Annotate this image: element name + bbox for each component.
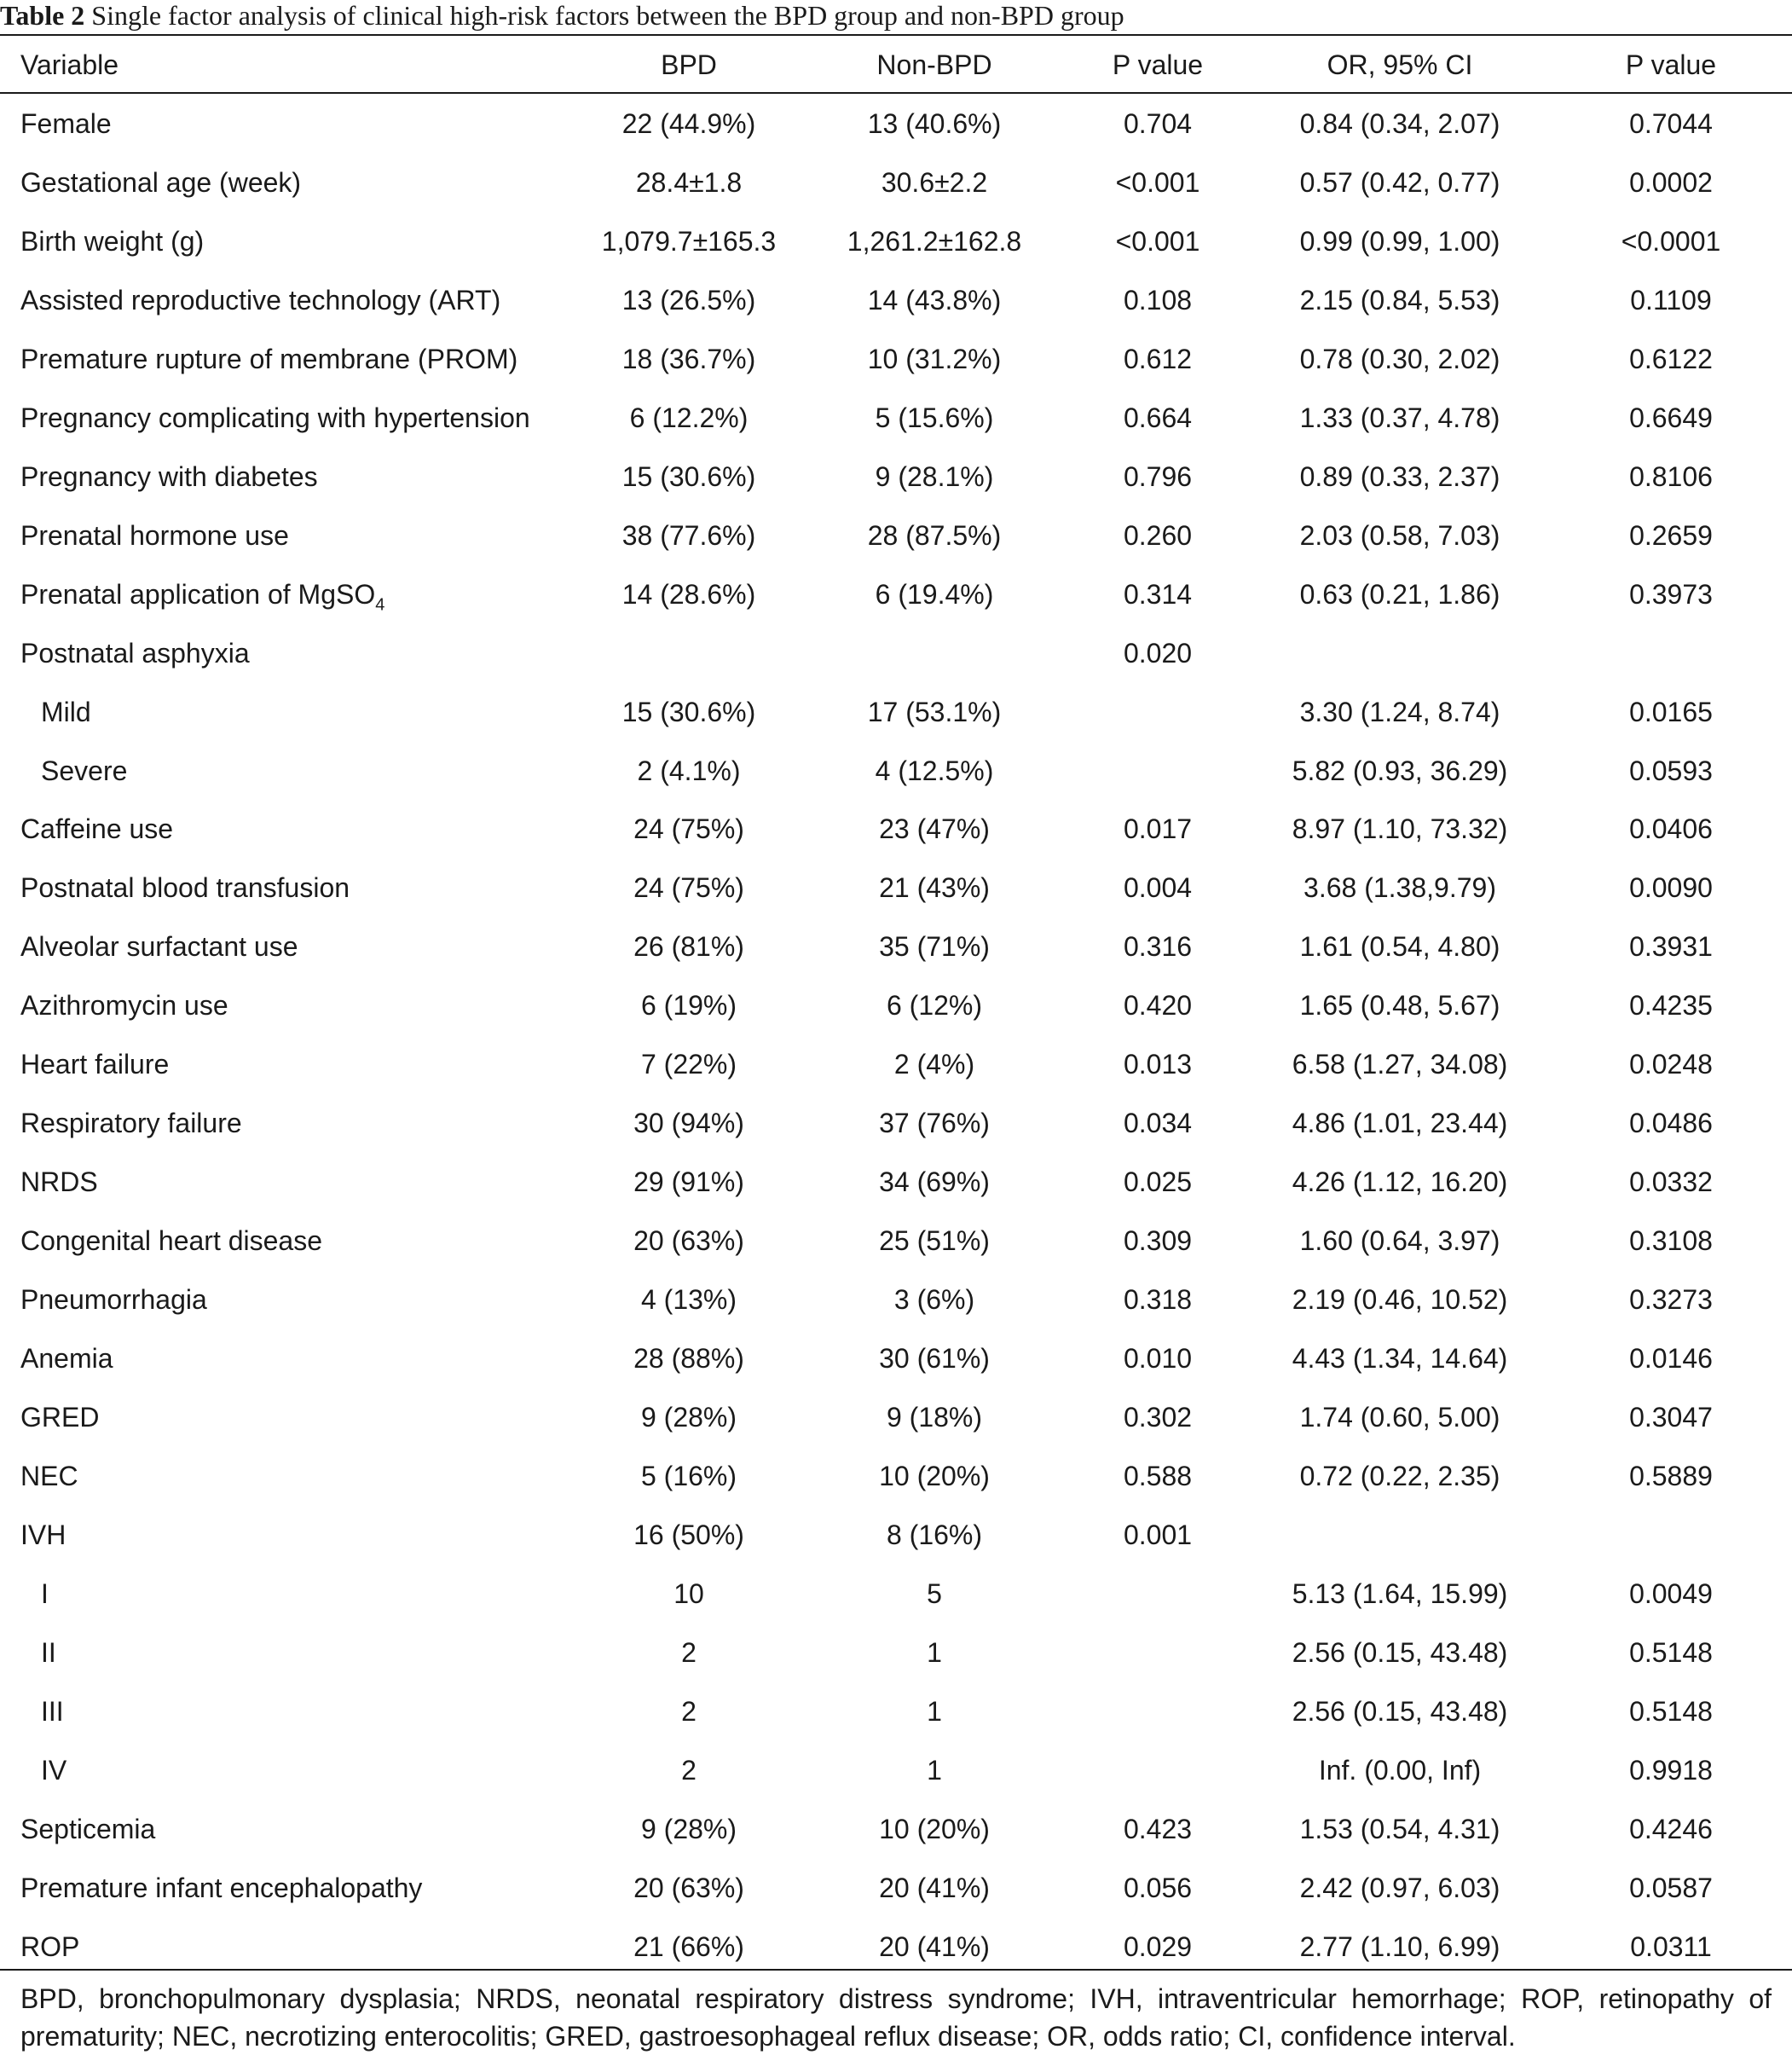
cell-variable — [20, 1341, 113, 1375]
cell-or-ci: Inf. (0.00, Inf) — [1318, 1754, 1482, 1786]
cell-non-bpd: 10 (20%) — [879, 1813, 990, 1844]
cell-bpd: 9 (28%) — [640, 1401, 737, 1433]
cell-variable — [41, 1635, 56, 1670]
cell-non-bpd: 4 (12.5%) — [875, 755, 994, 786]
cell-variable-text: Premature infant encephalopathy — [20, 1872, 423, 1903]
cell-non-bpd: 25 (51%) — [879, 1225, 990, 1256]
cell-variable-text: II — [41, 1636, 56, 1668]
cell-variable-text: Azithromycin use — [20, 990, 228, 1022]
cell-bpd: 20 (63%) — [633, 1872, 744, 1903]
cell-bpd: 21 (66%) — [633, 1931, 744, 1962]
table-row — [0, 1871, 1792, 1905]
cell-variable-text: Septicemia — [20, 1813, 156, 1844]
cell-non-bpd: 17 (53.1%) — [867, 696, 1002, 727]
cell-p-value: 0.309 — [1123, 1225, 1193, 1256]
cell-variable — [41, 754, 127, 788]
table-row — [0, 1459, 1792, 1493]
cell-non-bpd: 28 (87.5%) — [867, 519, 1002, 551]
cell-non-bpd: 5 — [927, 1577, 942, 1609]
bottom-rule — [0, 1969, 1792, 1971]
table-row — [0, 1812, 1792, 1846]
cell-p-value-2: 0.0406 — [1629, 813, 1713, 845]
table-row — [0, 1753, 1792, 1787]
cell-p-value-2: 0.0090 — [1629, 872, 1713, 904]
cell-p-value-2: 0.6649 — [1629, 402, 1713, 433]
cell-p-value-2: 0.2659 — [1629, 519, 1713, 551]
cell-bpd: 28 (88%) — [633, 1343, 744, 1374]
cell-bpd: 4 (13%) — [640, 1284, 737, 1315]
cell-p-value-2: 0.7044 — [1629, 108, 1713, 139]
cell-non-bpd: 37 (76%) — [879, 1108, 990, 1139]
table-footnote: BPD, bronchopulmonary dysplasia; NRDS, neonatal respiratory distress syndrome; IVH, intraventricular hemorrhage; ROP, retinopathy of prematurity; NEC, necrotizing enterocolitis; GRED, gastroesophageal reflux disease; OR, odds ratio; CI, confidence interval. — [20, 1983, 1772, 2052]
cell-variable — [20, 401, 530, 435]
cell-or-ci: 4.86 (1.01, 23.44) — [1292, 1108, 1508, 1139]
cell-or-ci: 2.56 (0.15, 43.48) — [1292, 1695, 1508, 1727]
table-row — [0, 871, 1792, 905]
cell-non-bpd: 1 — [927, 1754, 942, 1786]
cell-p-value-2: 0.0311 — [1630, 1931, 1712, 1962]
cell-p-value: 0.001 — [1123, 1519, 1193, 1550]
cell-bpd: 24 (75%) — [633, 813, 744, 845]
cell-bpd: 38 (77.6%) — [621, 519, 756, 551]
cell-bpd: 15 (30.6%) — [621, 696, 756, 727]
cell-p-value-2: 0.3973 — [1629, 578, 1713, 610]
cell-or-ci: 1.53 (0.54, 4.31) — [1299, 1813, 1500, 1844]
cell-non-bpd: 1 — [927, 1636, 942, 1668]
cell-variable — [20, 1871, 422, 1905]
cell-p-value: 0.056 — [1123, 1872, 1193, 1903]
cell-non-bpd: 30 (61%) — [879, 1343, 990, 1374]
table-row — [0, 1635, 1792, 1670]
cell-non-bpd: 30.6±2.2 — [881, 166, 988, 198]
cell-or-ci: 5.13 (1.64, 15.99) — [1292, 1577, 1508, 1609]
cell-or-ci: 2.15 (0.84, 5.53) — [1299, 284, 1500, 315]
cell-p-value-2: 0.5148 — [1629, 1695, 1713, 1727]
top-rule — [0, 34, 1792, 36]
cell-p-value-2: 0.3931 — [1629, 931, 1713, 963]
cell-variable-text: ROP — [20, 1931, 80, 1962]
cell-or-ci: 0.78 (0.30, 2.02) — [1299, 343, 1500, 374]
cell-variable — [20, 518, 289, 553]
cell-or-ci: 4.26 (1.12, 16.20) — [1292, 1166, 1508, 1198]
cell-or-ci: 4.43 (1.34, 14.64) — [1292, 1343, 1508, 1374]
cell-bpd: 14 (28.6%) — [621, 578, 756, 610]
cell-bpd: 1,079.7±165.3 — [601, 225, 777, 257]
cell-non-bpd: 20 (41%) — [879, 1872, 990, 1903]
table-row — [0, 695, 1792, 729]
cell-non-bpd: 1,261.2±162.8 — [847, 225, 1022, 257]
header-rule — [0, 92, 1792, 94]
cell-or-ci: 2.03 (0.58, 7.03) — [1299, 519, 1500, 551]
cell-variable-text: Prenatal hormone use — [20, 519, 289, 551]
cell-p-value: 0.108 — [1123, 284, 1193, 315]
cell-variable — [20, 1400, 99, 1434]
cell-variable — [20, 1518, 66, 1552]
cell-or-ci: 0.57 (0.42, 0.77) — [1299, 166, 1500, 198]
header-row — [0, 48, 1792, 82]
cell-non-bpd: 8 (16%) — [886, 1519, 983, 1550]
cell-non-bpd: 6 (19.4%) — [875, 578, 994, 610]
cell-p-value-2: 0.4235 — [1629, 990, 1713, 1022]
header-bpd: BPD — [661, 49, 717, 80]
cell-non-bpd: 5 (15.6%) — [875, 402, 994, 433]
cell-bpd: 6 (19%) — [640, 990, 737, 1022]
table-row — [0, 754, 1792, 788]
cell-or-ci: 2.56 (0.15, 43.48) — [1292, 1636, 1508, 1668]
cell-non-bpd: 21 (43%) — [879, 872, 990, 904]
cell-variable — [20, 107, 112, 141]
cell-variable — [20, 460, 318, 494]
cell-non-bpd: 35 (71%) — [879, 931, 990, 963]
cell-p-value: 0.004 — [1123, 872, 1193, 904]
cell-variable-subscript: 4 — [375, 594, 385, 614]
cell-p-value-2: 0.6122 — [1629, 343, 1713, 374]
cell-variable — [41, 1577, 49, 1611]
cell-variable-text: Mild — [41, 696, 91, 727]
cell-variable-text: Severe — [41, 755, 128, 786]
table-row — [0, 812, 1792, 846]
cell-variable — [41, 1694, 64, 1728]
cell-p-value-2: 0.5889 — [1629, 1460, 1713, 1491]
cell-or-ci: 1.60 (0.64, 3.97) — [1299, 1225, 1500, 1256]
cell-p-value: 0.420 — [1123, 990, 1193, 1022]
cell-p-value-2: 0.0593 — [1629, 755, 1713, 786]
cell-non-bpd: 9 (18%) — [886, 1401, 983, 1433]
table-row — [0, 107, 1792, 141]
cell-p-value-2: 0.9918 — [1629, 1754, 1713, 1786]
cell-bpd: 22 (44.9%) — [621, 108, 756, 139]
cell-p-value-2: 0.3108 — [1629, 1225, 1713, 1256]
cell-p-value-2: 0.3273 — [1629, 1284, 1713, 1315]
cell-variable-text: I — [41, 1577, 49, 1609]
table-row — [0, 929, 1792, 964]
cell-or-ci: 2.77 (1.10, 6.99) — [1299, 1931, 1500, 1962]
cell-variable-text: Prenatal application of MgSO — [20, 578, 376, 610]
cell-p-value-2: 0.4246 — [1629, 1813, 1713, 1844]
table-row — [0, 518, 1792, 553]
cell-variable — [20, 812, 173, 846]
cell-or-ci: 0.99 (0.99, 1.00) — [1299, 225, 1500, 257]
cell-or-ci: 1.65 (0.48, 5.67) — [1299, 990, 1500, 1022]
cell-variable — [20, 871, 350, 905]
table-row — [0, 1577, 1792, 1611]
cell-non-bpd: 23 (47%) — [879, 813, 990, 845]
cell-p-value: 0.704 — [1123, 108, 1193, 139]
cell-or-ci: 1.61 (0.54, 4.80) — [1299, 931, 1500, 963]
cell-p-value-2: 0.0332 — [1629, 1166, 1713, 1198]
cell-variable-text: Congenital heart disease — [20, 1225, 323, 1256]
cell-variable-text: Postnatal blood transfusion — [20, 872, 350, 904]
cell-p-value: 0.612 — [1123, 343, 1193, 374]
cell-variable-text: NRDS — [20, 1166, 98, 1198]
cell-variable-text: IV — [41, 1754, 67, 1786]
cell-p-value: <0.001 — [1115, 225, 1200, 257]
cell-or-ci: 1.74 (0.60, 5.00) — [1299, 1401, 1500, 1433]
header-or-ci: OR, 95% CI — [1327, 49, 1473, 80]
table-row — [0, 283, 1792, 317]
cell-bpd: 2 — [681, 1754, 697, 1786]
cell-p-value: 0.302 — [1123, 1401, 1193, 1433]
cell-p-value-2: 0.0165 — [1629, 696, 1713, 727]
cell-variable-text: Gestational age (week) — [20, 166, 302, 198]
cell-variable-text: Pregnancy with diabetes — [20, 460, 318, 492]
cell-p-value: 0.588 — [1123, 1460, 1193, 1491]
cell-variable-text: Respiratory failure — [20, 1108, 242, 1139]
cell-bpd: 9 (28%) — [640, 1813, 737, 1844]
cell-bpd: 5 (16%) — [640, 1460, 737, 1491]
cell-p-value-2: 0.3047 — [1629, 1401, 1713, 1433]
cell-p-value: 0.017 — [1123, 813, 1193, 845]
cell-variable — [41, 695, 91, 729]
cell-non-bpd: 6 (12%) — [886, 990, 983, 1022]
cell-variable — [20, 1165, 98, 1199]
cell-or-ci: 3.30 (1.24, 8.74) — [1299, 696, 1500, 727]
table-row — [0, 1400, 1792, 1434]
cell-variable — [20, 929, 298, 964]
cell-variable-text: Caffeine use — [20, 813, 174, 845]
cell-bpd: 24 (75%) — [633, 872, 744, 904]
cell-variable-text: Birth weight (g) — [20, 225, 205, 257]
cell-variable-text: Postnatal asphyxia — [20, 637, 250, 669]
cell-p-value-2: <0.0001 — [1621, 225, 1721, 257]
cell-bpd: 13 (26.5%) — [621, 284, 756, 315]
cell-non-bpd: 34 (69%) — [879, 1166, 990, 1198]
cell-or-ci: 1.33 (0.37, 4.78) — [1299, 402, 1500, 433]
cell-bpd: 2 — [681, 1695, 697, 1727]
cell-variable-text: Premature rupture of membrane (PROM) — [20, 343, 518, 374]
cell-variable — [20, 342, 517, 376]
cell-or-ci: 0.63 (0.21, 1.86) — [1299, 578, 1500, 610]
cell-non-bpd: 20 (41%) — [879, 1931, 990, 1962]
cell-bpd: 2 — [681, 1636, 697, 1668]
cell-p-value: 0.010 — [1123, 1343, 1193, 1374]
cell-p-value-2: 0.8106 — [1629, 460, 1713, 492]
cell-p-value-2: 0.0002 — [1629, 166, 1713, 198]
cell-non-bpd: 14 (43.8%) — [867, 284, 1002, 315]
table-row — [0, 1282, 1792, 1317]
cell-p-value-2: 0.0486 — [1629, 1108, 1713, 1139]
header-non-bpd: Non-BPD — [876, 49, 992, 80]
table-row — [0, 1930, 1792, 1964]
cell-variable — [20, 1459, 78, 1493]
cell-bpd: 29 (91%) — [633, 1166, 744, 1198]
cell-variable — [20, 1106, 242, 1140]
cell-or-ci: 6.58 (1.27, 34.08) — [1292, 1049, 1508, 1080]
cell-variable-text: NEC — [20, 1460, 78, 1491]
table-row — [0, 1165, 1792, 1199]
cell-variable-text: Anemia — [20, 1343, 113, 1374]
cell-or-ci: 2.42 (0.97, 6.03) — [1299, 1872, 1500, 1903]
cell-p-value: 0.020 — [1123, 637, 1193, 669]
cell-bpd: 2 (4.1%) — [637, 755, 741, 786]
cell-non-bpd: 13 (40.6%) — [867, 108, 1002, 139]
cell-bpd: 30 (94%) — [633, 1108, 744, 1139]
table-title — [0, 0, 1124, 34]
cell-bpd: 18 (36.7%) — [621, 343, 756, 374]
table-title-label: Table 2 — [0, 0, 85, 31]
cell-variable — [20, 1224, 322, 1258]
table-row — [0, 460, 1792, 494]
cell-non-bpd: 10 (20%) — [879, 1460, 990, 1491]
cell-bpd: 10 — [673, 1577, 704, 1609]
table-row — [0, 342, 1792, 376]
cell-p-value: 0.316 — [1123, 931, 1193, 963]
cell-p-value-2: 0.0146 — [1629, 1343, 1713, 1374]
cell-p-value: <0.001 — [1115, 166, 1200, 198]
table-row — [0, 1106, 1792, 1140]
cell-variable — [20, 577, 384, 622]
cell-p-value-2: 0.0248 — [1629, 1049, 1713, 1080]
table-row — [0, 1694, 1792, 1728]
cell-variable — [20, 1047, 169, 1081]
cell-non-bpd: 2 (4%) — [893, 1049, 975, 1080]
cell-non-bpd: 3 (6%) — [893, 1284, 975, 1315]
cell-variable — [20, 1930, 79, 1964]
cell-non-bpd: 10 (31.2%) — [867, 343, 1002, 374]
cell-variable — [20, 224, 204, 258]
table-row — [0, 1518, 1792, 1552]
cell-p-value-2: 0.0587 — [1629, 1872, 1713, 1903]
cell-p-value: 0.260 — [1123, 519, 1193, 551]
cell-p-value-2: 0.5148 — [1629, 1636, 1713, 1668]
cell-variable-text: Heart failure — [20, 1049, 170, 1080]
cell-p-value: 0.013 — [1123, 1049, 1193, 1080]
cell-bpd: 20 (63%) — [633, 1225, 744, 1256]
header-p-value: P value — [1112, 49, 1204, 80]
cell-variable-text: Female — [20, 108, 112, 139]
cell-p-value: 0.025 — [1123, 1166, 1193, 1198]
table-row — [0, 224, 1792, 258]
cell-bpd: 26 (81%) — [633, 931, 744, 963]
table-row — [0, 1224, 1792, 1258]
cell-bpd: 16 (50%) — [633, 1519, 744, 1550]
cell-variable-text: Assisted reproductive technology (ART) — [20, 284, 501, 315]
cell-p-value: 0.318 — [1123, 1284, 1193, 1315]
cell-bpd: 7 (22%) — [640, 1049, 737, 1080]
cell-variable — [20, 283, 500, 317]
cell-or-ci: 2.19 (0.46, 10.52) — [1292, 1284, 1508, 1315]
cell-p-value-2: 0.0049 — [1629, 1577, 1713, 1609]
table-row — [0, 1341, 1792, 1375]
table-row — [0, 165, 1792, 200]
cell-non-bpd: 9 (28.1%) — [875, 460, 994, 492]
cell-p-value-2: 0.1109 — [1630, 284, 1712, 315]
cell-p-value: 0.034 — [1123, 1108, 1193, 1139]
cell-or-ci: 3.68 (1.38,9.79) — [1304, 872, 1496, 904]
cell-or-ci: 5.82 (0.93, 36.29) — [1292, 755, 1508, 786]
table-row — [0, 577, 1792, 614]
cell-bpd: 15 (30.6%) — [621, 460, 756, 492]
table-row — [0, 988, 1792, 1022]
cell-variable — [41, 1753, 66, 1787]
cell-p-value: 0.664 — [1123, 402, 1193, 433]
cell-or-ci: 8.97 (1.10, 73.32) — [1292, 813, 1508, 845]
cell-variable — [20, 1282, 207, 1317]
cell-variable-text: GRED — [20, 1401, 100, 1433]
header-variable: Variable — [20, 49, 119, 80]
cell-p-value: 0.796 — [1123, 460, 1193, 492]
cell-variable — [20, 165, 301, 200]
table-row — [0, 636, 1792, 670]
table-row — [0, 401, 1792, 435]
cell-p-value: 0.423 — [1123, 1813, 1193, 1844]
cell-variable-text: Pregnancy complicating with hypertension — [20, 402, 530, 433]
cell-or-ci: 0.84 (0.34, 2.07) — [1299, 108, 1500, 139]
cell-variable-text: Pneumorrhagia — [20, 1284, 207, 1315]
cell-p-value: 0.029 — [1123, 1931, 1193, 1962]
cell-variable — [20, 636, 250, 670]
cell-bpd: 28.4±1.8 — [635, 166, 743, 198]
table-title-text: Single factor analysis of clinical high-risk factors between the BPD group and non-BPD group — [91, 0, 1124, 31]
cell-variable — [20, 988, 228, 1022]
cell-variable-text: III — [41, 1695, 64, 1727]
cell-or-ci: 0.89 (0.33, 2.37) — [1299, 460, 1500, 492]
cell-p-value: 0.314 — [1123, 578, 1193, 610]
cell-or-ci: 0.72 (0.22, 2.35) — [1299, 1460, 1500, 1491]
table-row — [0, 1047, 1792, 1081]
header-p-value-2: P value — [1625, 49, 1717, 80]
cell-bpd: 6 (12.2%) — [629, 402, 749, 433]
cell-variable-text: IVH — [20, 1519, 66, 1550]
cell-variable — [20, 1812, 155, 1846]
cell-variable-text: Alveolar surfactant use — [20, 931, 298, 963]
cell-non-bpd: 1 — [927, 1695, 942, 1727]
